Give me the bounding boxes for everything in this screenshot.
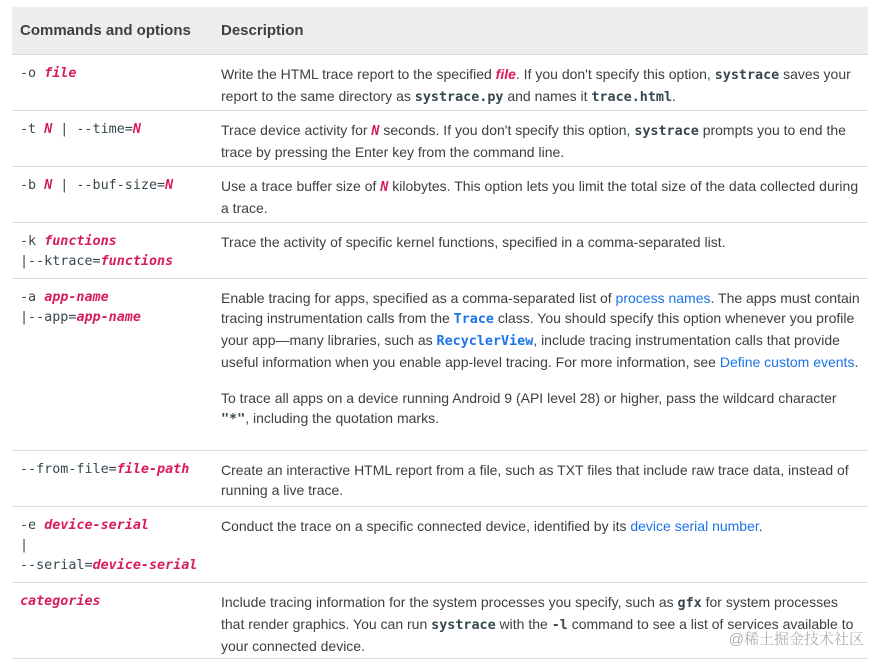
option-o: -o file <box>20 66 77 81</box>
option-categories: categories <box>20 594 101 609</box>
description-t: Trace device activity for N seconds. If you don't specify this option, systrace prompts you to end the trace by pressing the Enter key from the command line. <box>221 122 846 160</box>
header-description: Description <box>221 22 304 39</box>
description-a-para1: Enable tracing for apps, specified as a comma-separated list of process names. The apps must contain tracing instrumentation calls from the Trace class. You should specify this option whenever you profile your app—many libraries, such as RecyclerView, include tracing instrumentation calls that provide useful information when you enable app-level tracing. For more information, see Define custom events. <box>221 290 860 370</box>
description-o: Write the HTML trace report to the specified file. If you don't specify this option, systrace saves your report to the same directory as systrace.py and names it trace.html. <box>221 66 851 105</box>
table-row <box>12 111 868 167</box>
recyclerview-link[interactable]: RecyclerView <box>436 334 534 349</box>
table-row <box>12 223 868 279</box>
table-row <box>12 507 868 583</box>
option-a: -a app-name |--app=app-name <box>20 290 141 325</box>
table-row <box>12 279 868 451</box>
description-from-file: Create an interactive HTML report from a file, such as TXT files that include raw trace data, instead of running a live trace. <box>221 462 849 498</box>
option-t: -t N | --time=N <box>20 122 141 137</box>
option-b: -b N | --buf-size=N <box>20 178 174 193</box>
description-a-para2: To trace all apps on a device running Android 9 (API level 28) or higher, pass the wildcard character "*", including the quotation marks. <box>221 390 837 427</box>
table-row <box>12 55 868 111</box>
description-k: Trace the activity of specific kernel functions, specified in a comma-separated list. <box>221 234 726 250</box>
table-row <box>12 451 868 507</box>
description-categories: Include tracing information for the system processes you specify, such as gfx for system processes that render graphics. You can run systrace with the -l command to see a list of services available to your connected device. <box>221 594 854 654</box>
table-header <box>12 7 868 55</box>
option-k: -k functions |--ktrace=functions <box>20 234 174 269</box>
option-from-file: --from-file=file-path <box>20 462 190 477</box>
process-names-link[interactable]: process names <box>615 290 711 306</box>
define-custom-events-link[interactable]: Define custom events <box>719 354 855 370</box>
trace-class-link[interactable]: Trace <box>453 312 494 327</box>
watermark: @稀土掘金技术社区 <box>728 631 864 648</box>
device-serial-number-link[interactable]: device serial number <box>630 518 759 534</box>
option-e: -e device-serial | --serial=device-serial <box>20 518 198 573</box>
header-commands: Commands and options <box>20 22 191 39</box>
description-e: Conduct the trace on a specific connected device, identified by its device serial number. <box>221 518 763 534</box>
description-b: Use a trace buffer size of N kilobytes. This option lets you limit the total size of the data collected during a trace. <box>221 178 859 216</box>
description-a <box>213 279 868 450</box>
table-row <box>12 167 868 223</box>
commands-table <box>12 7 868 659</box>
